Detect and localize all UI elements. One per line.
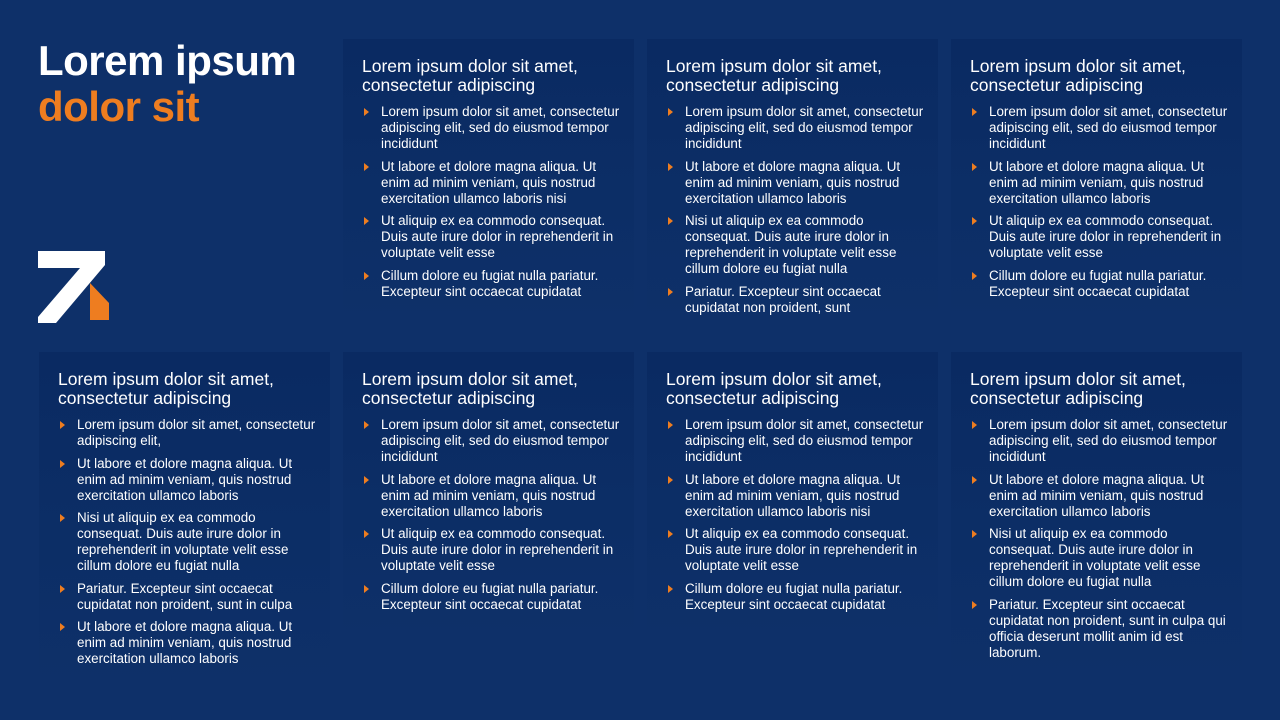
list-item (362, 213, 622, 261)
list-item (58, 619, 318, 667)
list-item-text: Ut labore et dolore magna aliqua. Ut enim ad minim veniam, quis nostrud exercitation ullamco laboris (685, 158, 901, 206)
list-item (666, 284, 926, 316)
list-item (362, 268, 622, 300)
card-title: Lorem ipsum dolor sit amet, consectetur adipiscing (666, 369, 882, 408)
list-item-text: Pariatur. Excepteur sint occaecat cupidatat non proident, sunt in culpa (77, 580, 293, 612)
list-item-text: Nisi ut aliquip ex ea commodo consequat. Duis aute irure dolor in reprehenderit in voluptate velit esse cillum dolore eu fugiat nulla (685, 213, 897, 276)
list-item-text: Ut aliquip ex ea commodo consequat. Duis aute irure dolor in reprehenderit in voluptate velit esse (685, 526, 918, 573)
list-item (666, 213, 926, 277)
list-item-text: Lorem ipsum dolor sit amet, consectetur adipiscing elit, sed do eiusmod tempor incididunt (381, 104, 620, 151)
bullet-arrow-icon (668, 476, 673, 484)
bullet-arrow-icon (972, 108, 977, 116)
list-item-text: Nisi ut aliquip ex ea commodo consequat. Duis aute irure dolor in reprehenderit in voluptate velit esse cillum dolore eu fugiat nulla (989, 526, 1201, 589)
bullet-list (970, 104, 1230, 300)
list-item (970, 526, 1230, 590)
bullet-arrow-icon (364, 421, 369, 429)
list-item (970, 597, 1230, 661)
bullet-list (362, 417, 622, 613)
list-item-text: Ut labore et dolore magna aliqua. Ut enim ad minim veniam, quis nostrud exercitation ullamco laboris (381, 471, 597, 519)
bullet-arrow-icon (60, 421, 65, 429)
content-card-4 (39, 352, 330, 688)
bullet-arrow-icon (972, 476, 977, 484)
list-item (362, 472, 622, 520)
bullet-arrow-icon (668, 585, 673, 593)
list-item (666, 472, 926, 520)
bullet-arrow-icon (60, 460, 65, 468)
bullet-arrow-icon (60, 514, 65, 522)
content-card-7 (951, 352, 1242, 682)
list-item (970, 268, 1230, 300)
list-item-text: Cillum dolore eu fugiat nulla pariatur. Excepteur sint occaecat cupidatat (381, 580, 599, 612)
list-item (970, 472, 1230, 520)
list-item-text: Pariatur. Excepteur sint occaecat cupidatat non proident, sunt in culpa qui officia deserunt mollit anim id est laborum. (989, 596, 1226, 660)
list-item-text: Ut labore et dolore magna aliqua. Ut enim ad minim veniam, quis nostrud exercitation ullamco laboris (77, 455, 293, 503)
list-item (362, 526, 622, 574)
list-item-text: Pariatur. Excepteur sint occaecat cupidatat non proident, sunt (685, 283, 881, 315)
list-item-text: Lorem ipsum dolor sit amet, consectetur adipiscing elit, sed do eiusmod tempor incididunt (685, 104, 924, 151)
slide-title (38, 38, 296, 130)
card-title: Lorem ipsum dolor sit amet, consectetur adipiscing (970, 56, 1186, 95)
list-item (666, 581, 926, 613)
title-line-1: Lorem ipsum (38, 37, 297, 84)
bullet-list (666, 417, 926, 613)
list-item (666, 526, 926, 574)
bullet-list (666, 104, 926, 316)
list-item (58, 456, 318, 504)
list-item (970, 159, 1230, 207)
content-card-6 (647, 352, 938, 642)
list-item (970, 417, 1230, 465)
list-item-text: Cillum dolore eu fugiat nulla pariatur. Excepteur sint occaecat cupidatat (685, 580, 903, 612)
bullet-arrow-icon (972, 530, 977, 538)
card-title: Lorem ipsum dolor sit amet, consectetur adipiscing (970, 369, 1186, 408)
content-card-3 (951, 39, 1242, 324)
bullet-arrow-icon (972, 217, 977, 225)
content-card-5 (343, 352, 634, 642)
card-title: Lorem ipsum dolor sit amet, consectetur adipiscing (666, 56, 882, 95)
list-item (362, 581, 622, 613)
bullet-arrow-icon (364, 476, 369, 484)
content-card-2 (647, 39, 938, 324)
bullet-list (58, 417, 318, 667)
bullet-list (362, 104, 622, 300)
list-item (666, 159, 926, 207)
list-item-text: Lorem ipsum dolor sit amet, consectetur adipiscing elit, sed do eiusmod tempor incididunt (685, 417, 924, 464)
card-title: Lorem ipsum dolor sit amet, consectetur adipiscing (362, 369, 578, 408)
bullet-arrow-icon (972, 601, 977, 609)
bullet-arrow-icon (668, 288, 673, 296)
list-item-text: Ut labore et dolore magna aliqua. Ut enim ad minim veniam, quis nostrud exercitation ullamco laboris (989, 471, 1205, 519)
list-item-text: Ut labore et dolore magna aliqua. Ut enim ad minim veniam, quis nostrud exercitation ullamco laboris nisi (685, 471, 901, 519)
bullet-arrow-icon (972, 421, 977, 429)
bullet-arrow-icon (668, 217, 673, 225)
list-item-text: Lorem ipsum dolor sit amet, consectetur adipiscing elit, sed do eiusmod tempor incididunt (381, 417, 620, 464)
list-item (666, 417, 926, 465)
list-item-text: Ut labore et dolore magna aliqua. Ut enim ad minim veniam, quis nostrud exercitation ullamco laboris (77, 619, 293, 666)
list-item-text: Lorem ipsum dolor sit amet, consectetur adipiscing elit, (77, 417, 316, 448)
bullet-arrow-icon (668, 163, 673, 171)
list-item (58, 417, 318, 449)
list-item (58, 510, 318, 574)
bullet-list (970, 417, 1230, 661)
card-title: Lorem ipsum dolor sit amet, consectetur adipiscing (58, 369, 274, 408)
bullet-arrow-icon (972, 272, 977, 280)
card-title: Lorem ipsum dolor sit amet, consectetur adipiscing (362, 56, 578, 95)
list-item-text: Nisi ut aliquip ex ea commodo consequat. Duis aute irure dolor in reprehenderit in voluptate velit esse cillum dolore eu fugiat nulla (77, 510, 289, 573)
bullet-arrow-icon (668, 108, 673, 116)
bullet-arrow-icon (60, 585, 65, 593)
bullet-arrow-icon (972, 163, 977, 171)
bullet-arrow-icon (364, 585, 369, 593)
bullet-arrow-icon (60, 623, 65, 631)
list-item-text: Ut labore et dolore magna aliqua. Ut enim ad minim veniam, quis nostrud exercitation ullamco laboris nisi (381, 158, 597, 206)
bullet-arrow-icon (668, 421, 673, 429)
bullet-arrow-icon (668, 530, 673, 538)
list-item (970, 104, 1230, 152)
list-item (362, 417, 622, 465)
bullet-arrow-icon (364, 530, 369, 538)
list-item-text: Ut aliquip ex ea commodo consequat. Duis aute irure dolor in reprehenderit in voluptate velit esse (381, 213, 614, 260)
list-item-text: Ut labore et dolore magna aliqua. Ut enim ad minim veniam, quis nostrud exercitation ullamco laboris (989, 158, 1205, 206)
list-item (58, 581, 318, 613)
bullet-arrow-icon (364, 163, 369, 171)
list-item-text: Lorem ipsum dolor sit amet, consectetur adipiscing elit, sed do eiusmod tempor incididunt (989, 104, 1228, 151)
list-item (970, 213, 1230, 261)
brand-arrow-logo-icon (38, 251, 110, 323)
list-item-text: Lorem ipsum dolor sit amet, consectetur adipiscing elit, sed do eiusmod tempor incididunt (989, 417, 1228, 464)
list-item-text: Cillum dolore eu fugiat nulla pariatur. Excepteur sint occaecat cupidatat (381, 267, 599, 299)
bullet-arrow-icon (364, 217, 369, 225)
list-item (666, 104, 926, 152)
list-item-text: Cillum dolore eu fugiat nulla pariatur. Excepteur sint occaecat cupidatat (989, 267, 1207, 299)
content-card-1 (343, 39, 634, 324)
list-item-text: Ut aliquip ex ea commodo consequat. Duis aute irure dolor in reprehenderit in voluptate velit esse (381, 526, 614, 573)
list-item-text: Ut aliquip ex ea commodo consequat. Duis aute irure dolor in reprehenderit in voluptate velit esse (989, 213, 1222, 260)
list-item (362, 104, 622, 152)
bullet-arrow-icon (364, 272, 369, 280)
bullet-arrow-icon (364, 108, 369, 116)
title-line-2: dolor sit (38, 83, 200, 130)
list-item (362, 159, 622, 207)
